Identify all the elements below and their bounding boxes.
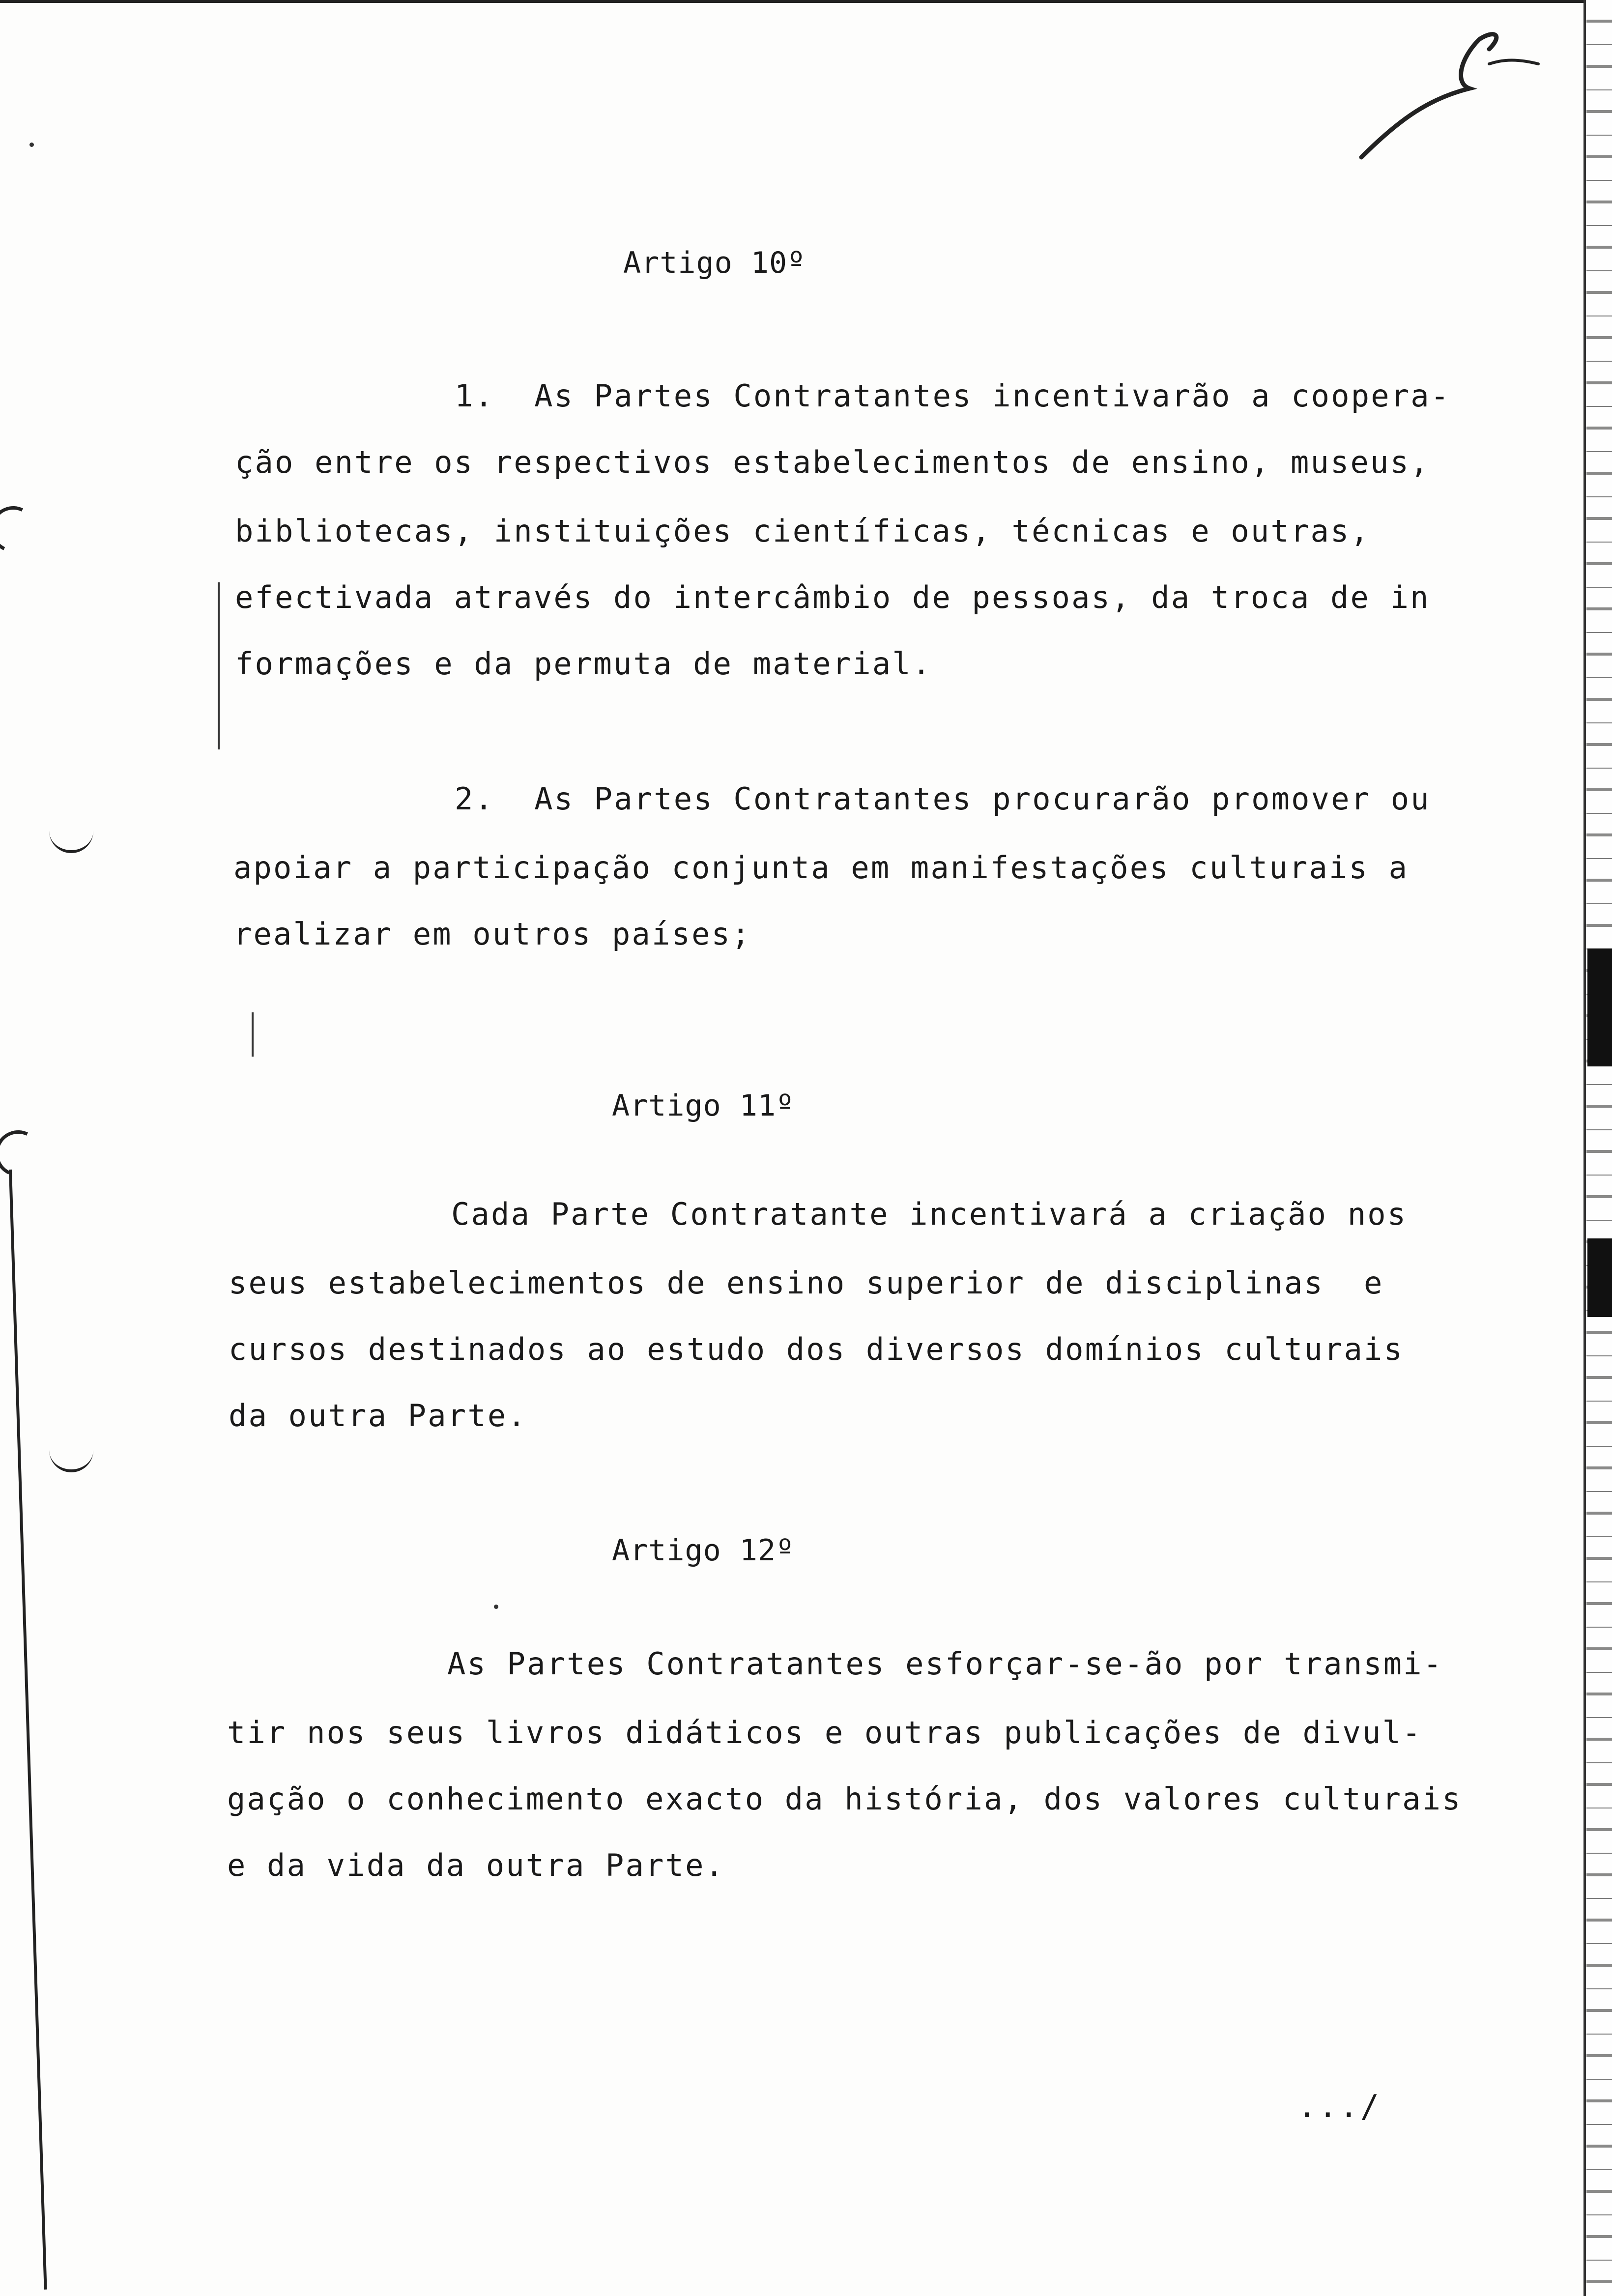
- punch-hole-icon: [49, 1445, 93, 1472]
- scan-speck: [29, 143, 34, 147]
- text-line: apoiar a participação conjunta em manifestações culturais a: [233, 850, 1409, 886]
- punch-hole-icon: [0, 1124, 48, 1183]
- text-line: da outra Parte.: [229, 1398, 527, 1434]
- margin-mark: [252, 1012, 254, 1057]
- continuation-mark: .../: [1297, 2089, 1382, 2125]
- text-line: efectivada através do intercâmbio de pessoas, da troca de in: [235, 579, 1430, 615]
- margin-mark: [218, 582, 220, 749]
- handwritten-initials-icon: [1356, 29, 1543, 167]
- scan-speck: [494, 1605, 498, 1609]
- text-line: 1. As Partes Contratantes incentivarão a coopera-: [455, 378, 1451, 414]
- punch-hole-icon: [49, 826, 93, 853]
- text-line: seus estabelecimentos de ensino superior de disciplinas e: [229, 1265, 1384, 1301]
- scan-left-border: [9, 1169, 52, 2289]
- text-line: formações e da permuta de material.: [235, 646, 932, 682]
- article-heading: Artigo 12º: [612, 1533, 795, 1568]
- text-line: As Partes Contratantes esforçar-se-ão por transmi-: [447, 1646, 1443, 1682]
- scan-right-tab: [1587, 1238, 1612, 1317]
- article-heading: Artigo 11º: [612, 1089, 795, 1123]
- punch-hole-icon: [0, 500, 43, 559]
- text-line: Cada Parte Contratante incentivará a criação nos: [451, 1196, 1408, 1232]
- text-line: cursos destinados ao estudo dos diversos domínios culturais: [229, 1331, 1404, 1367]
- text-line: realizar em outros países;: [233, 916, 751, 952]
- scan-right-tab: [1587, 948, 1612, 1066]
- text-line: bibliotecas, instituições científicas, técnicas e outras,: [235, 513, 1371, 549]
- scan-top-border: [0, 0, 1585, 3]
- text-line: ção entre os respectivos estabelecimentos de ensino, museus,: [235, 444, 1430, 480]
- scan-right-edge: [1586, 0, 1612, 2296]
- text-line: e da vida da outra Parte.: [227, 1847, 725, 1883]
- scan-right-border: [1583, 0, 1586, 2296]
- article-heading: Artigo 10º: [623, 246, 806, 280]
- text-line: 2. As Partes Contratantes procurarão promover ou: [455, 781, 1431, 817]
- text-line: tir nos seus livros didáticos e outras publicações de divul-: [227, 1715, 1422, 1751]
- text-line: gação o conhecimento exacto da história, dos valores culturais: [227, 1781, 1462, 1817]
